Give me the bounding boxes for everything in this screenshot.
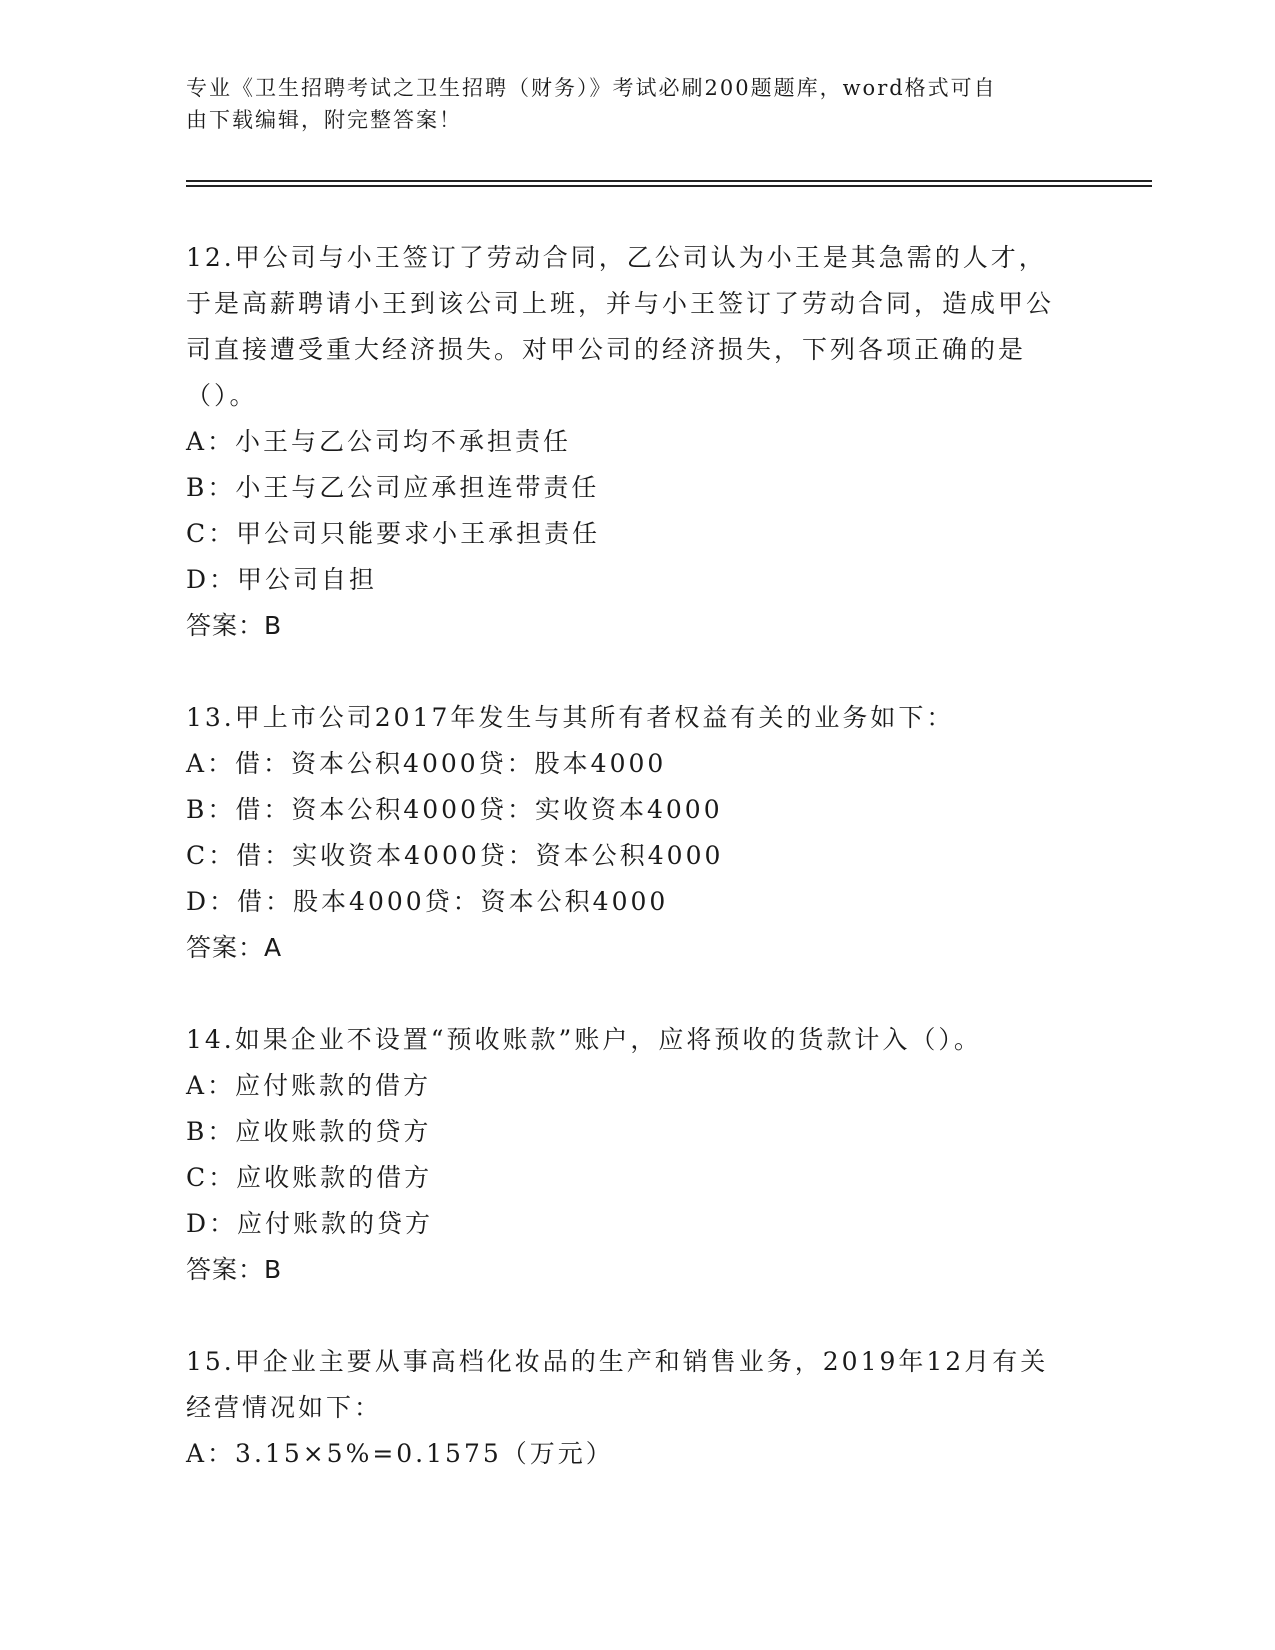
option-c: C：应收账款的借方: [186, 1163, 433, 1192]
question-stem: 15.甲企业主要从事高档化妆品的生产和销售业务，2019年12月有关经营情况如下：: [186, 1347, 1049, 1422]
option-a: A：应付账款的借方: [186, 1071, 432, 1100]
question-15: [186, 1339, 1066, 1477]
option-a: A：借：资本公积4000贷：股本4000: [186, 749, 667, 778]
question-list: [186, 235, 1066, 1523]
header-divider-bottom: [186, 185, 1152, 187]
document-header: [186, 72, 1066, 136]
option-b: B：借：资本公积4000贷：实收资本4000: [186, 795, 723, 824]
question-12: [186, 235, 1066, 649]
option-c: C：甲公司只能要求小王承担责任: [186, 519, 601, 548]
question-13: [186, 695, 1066, 971]
header-divider-top: [186, 180, 1152, 182]
question-stem: 13.甲上市公司2017年发生与其所有者权益有关的业务如下：: [186, 703, 955, 732]
question-14: [186, 1017, 1066, 1293]
option-d: D：借：股本4000贷：资本公积4000: [186, 887, 669, 916]
option-d: D：甲公司自担: [186, 565, 378, 594]
answer-line: 答案：B: [186, 611, 283, 640]
option-a: A：小王与乙公司均不承担责任: [186, 427, 572, 456]
option-a: A：3.15×5%=0.1575（万元）: [186, 1439, 614, 1468]
answer-line: 答案：A: [186, 933, 283, 962]
header-title-line-2: 由下载编辑，附完整答案！: [186, 108, 462, 132]
question-stem: 14.如果企业不设置“预收账款”账户，应将预收的货款计入（）。: [186, 1025, 982, 1054]
option-c: C：借：实收资本4000贷：资本公积4000: [186, 841, 724, 870]
question-stem: 12.甲公司与小王签订了劳动合同，乙公司认为小王是其急需的人才，于是高薪聘请小王到该公司上班，并与小王签订了劳动合同，造成甲公司直接遭受重大经济损失。对甲公司的经济损失，下列各项正确的是（）。: [186, 243, 1055, 410]
option-b: B：应收账款的贷方: [186, 1117, 432, 1146]
option-d: D：应付账款的贷方: [186, 1209, 434, 1238]
answer-line: 答案：B: [186, 1255, 283, 1284]
option-b: B：小王与乙公司应承担连带责任: [186, 473, 600, 502]
header-title-line-1: 专业《卫生招聘考试之卫生招聘（财务）》考试必刷200题题库，word格式可自: [186, 76, 997, 100]
